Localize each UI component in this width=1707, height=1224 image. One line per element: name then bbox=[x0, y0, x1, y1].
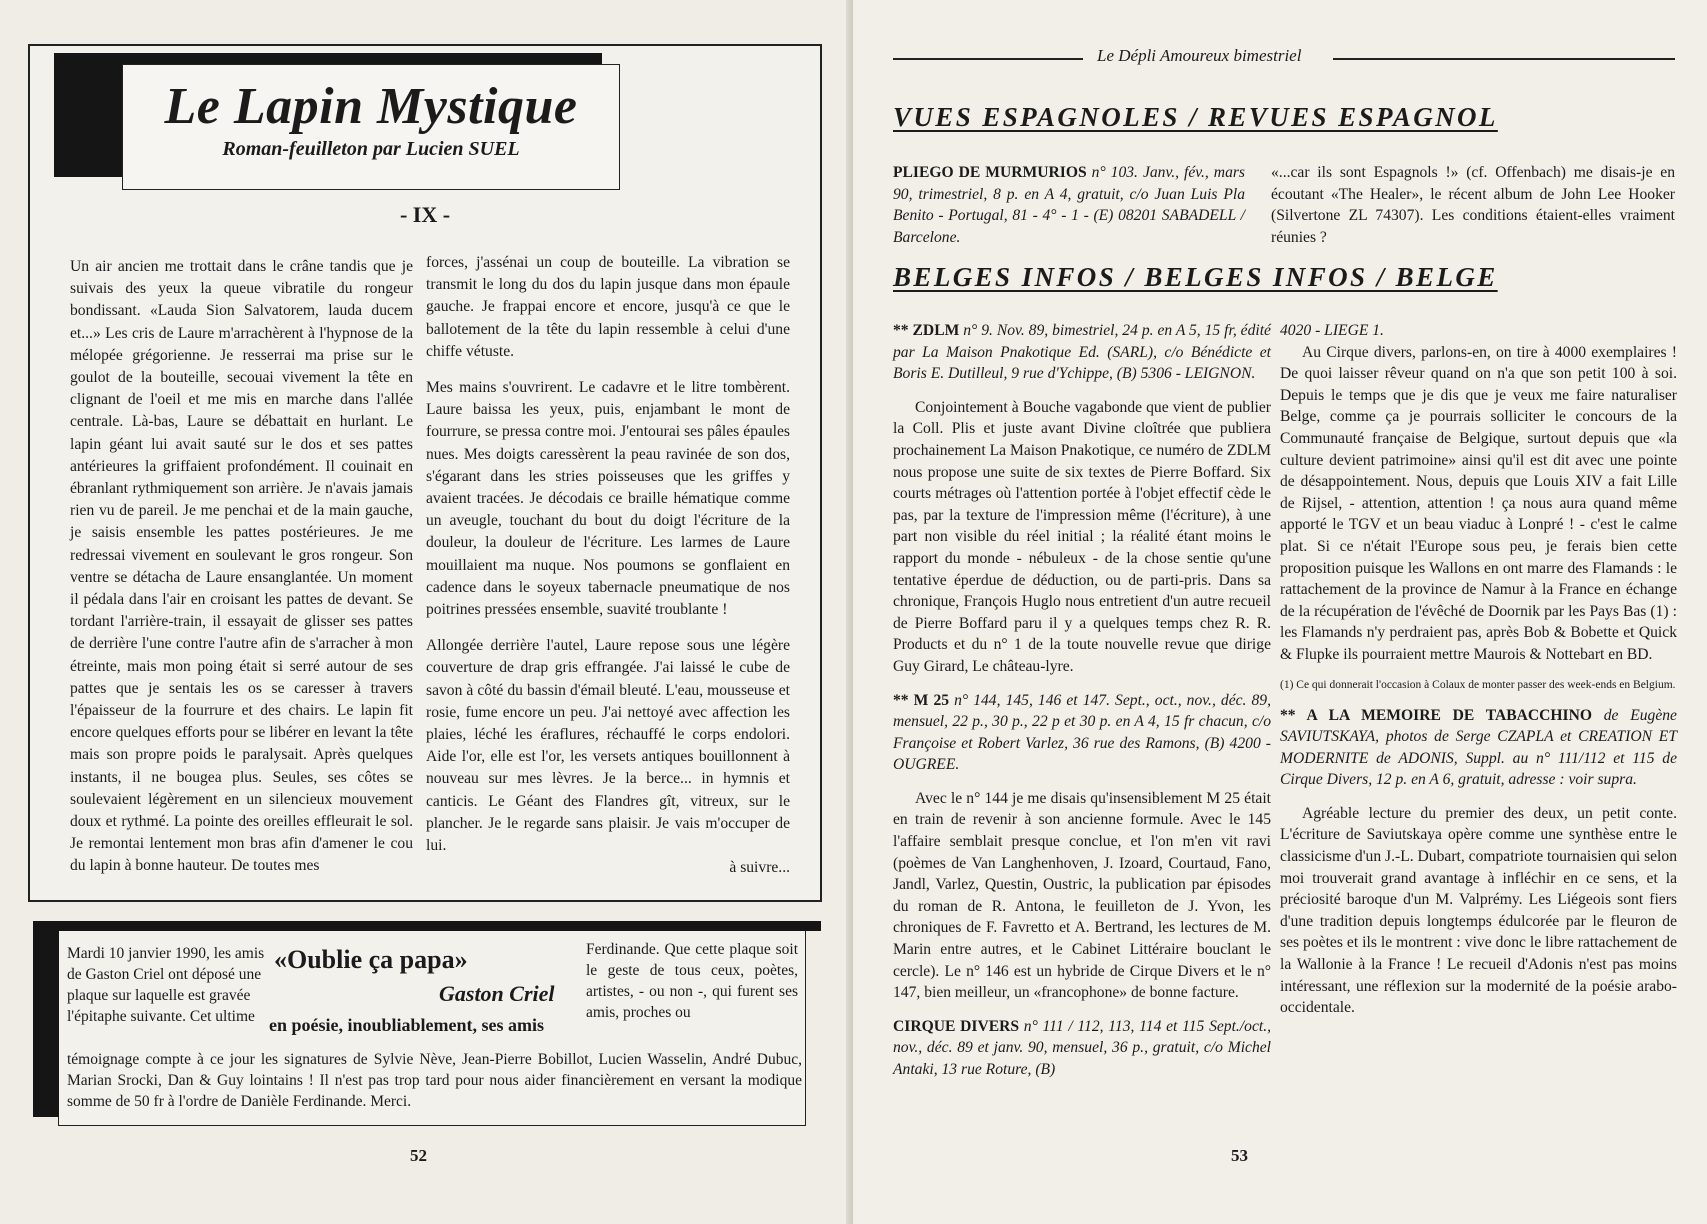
zdlm-head: ** ZDLM bbox=[893, 322, 960, 339]
to-be-continued: à suivre... bbox=[729, 859, 790, 877]
zdlm-details: n° 9. Nov. 89, bimestriel, 24 p. en A 5, 15 fr, édité par La Maison Pnakotique Ed. (SARL), c/o Bénédicte et Boris E. Dutilleul, 9 rue d'Ychippe, (B) 5306 - LEIGNON. bbox=[893, 322, 1271, 383]
m25-entry bbox=[893, 690, 1271, 776]
page-number-left: 52 bbox=[410, 1146, 427, 1165]
section-heading-spanish: VUES ESPAGNOLES / REVUES ESPAGNOL bbox=[893, 102, 1498, 132]
m25-body: Avec le n° 144 je me disais qu'insensiblement M 25 était en train de revenir à son ancienne formule. Avec le 145 l'affaire semblait presque conclue, et l'on m'en vit ravi (poèmes de Van Langhenhoven, J. Izoard, Courtaud, Fano, Jandl, Varlez, Questin, Oustric, la publication par épisodes du roman de R. Antona, le feuilleton de J. Yvon, les chroniques de F. Favretto et A. Bertrand, les lectures de M. Marin entre autres, et le Cabinet Littéraire bouclant le cercle). Le n° 146 est un hybride de Cirque Divers et le n° 147, bien meilleur, un «francophone» de bonne facture. bbox=[893, 789, 1271, 1002]
memoire-entry bbox=[1280, 705, 1677, 791]
chapter-number: - IX - bbox=[399, 202, 451, 227]
m25-details: n° 144, 145, 146 et 147. Sept., oct., nov., déc. 89, mensuel, 22 p., 30 p., 22 p et 30 p. en A 4, 15 fr chacun, c/o Françoise et Robert Varlez, 36 rue des Ramons, (B) 4200 - OUGREE. bbox=[893, 691, 1272, 774]
feuilleton-title: Le Lapin Mystique bbox=[164, 78, 578, 135]
pliego-entry bbox=[893, 162, 1245, 248]
notice-shadow-top bbox=[33, 921, 821, 931]
memoire-body: Agréable lecture du premier des deux, un petit conte. L'écriture de Saviutskaya opère comme une synthèse entre le classicisme d'un J.-L. Dubart, compatriote tournaisien qui selon moi trouverait grand avantage à infléchir en ce sens, et la préciosité baroque d'un M. Valprémy. Les Liégeois sont fiers d'une tradition depuis longtemps édulcorée par le fleuron de ses poètes et ils le montrent : vive donc le libre rattachement de la Wallonie à la France ! Le recueil d'Adonis n'est pas moins intéressant, une réflexion sur la modernité de la poésie arabo-occidentale. bbox=[1280, 804, 1677, 1017]
zdlm-entry bbox=[893, 320, 1271, 385]
memoire-details: de Eugène SAVIUTSKAYA, photos de Serge CZAPLA et CREATION ET MODERNITE de ADONIS, Suppl. au n° 111/112 et 115 de Cirque Divers, 12 p. en A 6, gratuit, adresse : voir supra. bbox=[1280, 706, 1677, 789]
zdlm-body: Conjointement à Bouche vagabonde que vient de publier la Coll. Plis et juste avant Divine cloîtrée que publiera prochainement La Maison Pnakotique, ce numéro de ZDLM nous propose une suite de six textes de Pierre Boffard. Six courts métrages où l'attention portée à l'objet effectif cède le pas, par la texture de l'impression même (l'écriture), à une part non visible du réel initial ; la réalité étant moins le rapport du monde - nébuleux - de la chose sentie qu'une tentative éperdue de déduction, ou de parti-pris. Dans sa chronique, François Huglo nous entretient d'un autre recueil de Pierre Boffard paru il y a quelques temps chez R. R. Products et du n° 1 de la toute nouvelle revue que dirige Guy Girard, Le château-lyre. bbox=[893, 398, 1271, 675]
cirque-address-end: 4020 - LIEGE 1. bbox=[1280, 322, 1384, 339]
right-page bbox=[853, 0, 1707, 1224]
notice-shadow-left bbox=[33, 921, 59, 1117]
cirque-entry bbox=[893, 1016, 1271, 1081]
review-column-4 bbox=[1280, 320, 1677, 1031]
running-head bbox=[893, 46, 1675, 70]
pliego-name: PLIEGO DE MURMURIOS bbox=[893, 164, 1087, 181]
story-paragraph: Allongée derrière l'autel, Laure repose sous une légère couverture de drap gris effrangée. J'ai laissé le cube de savon à côté du bassin d'émail bleuté. L'eau, mousseuse et rosie, fume encore un peu. J'ai nettoyé avec affection les plaies, léché les éraflures, réchauffé le corps endolori. Aide l'or, elle est l'or, les versets antiques bouillonnent à nouveau sur mes lèvres. Je la berce... in hymnis et canticis. Le Géant des Flandres gît, vitreux, sur le plancher. Je le regarde sans plaisir. Je vais m'occuper de lui. bbox=[426, 637, 790, 855]
pliego-details: n° 103. Janv., fév., mars 90, trimestriel, 8 p. en A 4, gratuit, c/o Juan Luis Pla Benito - Portugal, 81 - 4° - 1 - (E) 08201 SABADELL / Barcelone. bbox=[893, 164, 1246, 246]
footnote: (1) Ce qui donnerait l'occasion à Colaux de monter passer des week-ends en Belgium. bbox=[1280, 678, 1676, 691]
feuilleton-byline: Roman-feuilleton par Lucien SUEL bbox=[222, 138, 520, 160]
story-column-2 bbox=[426, 252, 790, 879]
pliego-comment: «...car ils sont Espagnols !» (cf. Offenbach) me disais-je en écoutant «The Healer», le récent album de John Lee Hooker (Silvertone ZL 74307). Les conditions étaient-elles vraiment réunies ? bbox=[1271, 164, 1675, 246]
running-head-rule-right bbox=[1333, 58, 1675, 60]
left-page bbox=[0, 0, 853, 1224]
cirque-head: CIRQUE DIVERS bbox=[893, 1017, 1020, 1035]
memorial-notice bbox=[58, 930, 806, 1126]
epitaph-title: «Oublie ça papa» bbox=[274, 945, 468, 974]
title-box bbox=[122, 64, 620, 190]
feuilleton-frame bbox=[28, 44, 822, 902]
running-head-rule-left bbox=[893, 58, 1083, 60]
running-head-title: Le Dépli Amoureux bimestriel bbox=[1091, 46, 1307, 66]
page-number-right: 53 bbox=[1231, 1146, 1248, 1165]
notice-bottom-text: témoignage compte à ce jour les signatures de Sylvie Nève, Jean-Pierre Bobillot, Lucien Wasselin, André Dubuc, Marian Srocki, Dan & Guy lointains ! Il n'est pas trop tard pour nous aider financièrement en versant la modique somme de 50 fr à l'ordre de Danièle Ferdinande. Merci. bbox=[67, 1051, 802, 1110]
review-column-3 bbox=[893, 320, 1271, 1093]
story-paragraph: Mes mains s'ouvrirent. Le cadavre et le litre tombèrent. Laure baissa les yeux, puis, enjambant le mont de fourrure, se pressa contre moi. J'entourai ses pâles épaules nues. Mes doigts caressèrent la peau ravinée de son dos, s'égarant dans les stries poisseuses que les griffes y avaient tracées. Je décodais ce braille hématique comme un aveugle, touchant du bout du doigt l'écriture de la douleur, la douleur de l'écriture. Les larmes de Laure mouillaient ma nuque. Nos poumons se gonflaient en cadence dans le soyeux tabernacle pneumatique de nos poitrines pressées ensemble, suavité troublante ! bbox=[426, 379, 790, 619]
story-paragraph: Un air ancien me trottait dans le crâne tandis que je suivais des yeux la queue vibratile du rongeur bondissant. «Lauda Sion Salvatorem, lauda ducem et...» Les cris de Laure m'arrachèrent à l'hypnose de la mélopée grégorienne. Je resserrai ma prise sur le goulot de la bouteille, secouai vivement la tête en clignant de l'oeil et me mis en marche dans l'allée centrale. Là-bas, Laure se débattait en hurlant. Le lapin géant lui avait sauté sur le dos et ses pattes antérieures la griffaient profondément. Il couinait en ébranlant rythmiquement son arrière. Je n'avais jamais rien vu de pareil. Je me penchai et de la main gauche, je saisis ensemble les pattes postérieures. Je me redressai vivement en soulevant le gros rongeur. Son ventre se détacha de Laure ensanglantée. Un moment il pédala dans l'air en croisant les pattes de devant. Se tordant l'arrière-train, il essayait de glisser ses pattes de derrière l'une contre l'autre afin de s'arracher à mon étreinte, mais mon poing était si serré autour de ses pattes que je sentais les os se caresser à travers l'épaisseur de la fourrure et des chairs. Le lapin fit encore quelques efforts pour se libérer en levant la tête mais son propre poids le paralysait. Après quelques instants, il ne bougea plus. Seules, ses côtes se soulevaient légèrement en un silencieux mouvement doux et rythmé. La pointe des oreilles effleurait le sol. Je remontai lentement mon bras afin d'amener le cou du lapin à bonne hauteur. De toutes mes bbox=[70, 258, 413, 875]
cirque-details: n° 111 / 112, 113, 114 et 115 Sept./oct., nov., déc. 89 et janv. 90, mensuel, 36 p., gratuit, c/o Michel Antaki, 13 rue Roture, (B) bbox=[893, 1017, 1271, 1078]
cirque-body: Au Cirque divers, parlons-en, on tire à 4000 exemplaires ! De quoi laisser rêveur quand on n'a que son petit 100 à soi. Depuis le temps que je dis que je veux me faire naturaliser Belge, comme ça je pourrais solliciter le concours de la Communauté française de Belgique, surtout depuis que «la culture devient patrimoine» ainsi qu'il est dit avec une pointe de désappointement. Nous, depuis que Louis XIV a fait Lille de Rijsel, - attention, attention ! ça nous aura quand même apporté le TGV et un beau viaduc à Lonpré ! - c'est le calme plat. Si ce n'était l'Europe sous peu, je ferais bien cette proposition puisque les Wallons en ont marre des Flamands : le rattachement de la province de Namur à la France en échange de la récupération de l'évêché de Doornik par les Pays Bas (1) : les Flamands n'y perdraient pas, après Bob & Bobette et Quick & Flupke ils pourraient mettre Maurois & Nottebart en BD. bbox=[1280, 343, 1677, 663]
epitaph-author: Gaston Criel bbox=[439, 981, 555, 1006]
notice-intro: Mardi 10 janvier 1990, les amis de Gaston Criel ont déposé une plaque sur laquelle est gravée l'épitaphe suivante. Cet ultime bbox=[67, 945, 265, 1025]
memoire-head: ** A LA MEMOIRE DE TABACCHINO bbox=[1280, 706, 1593, 724]
story-paragraph: forces, j'assénai un coup de bouteille. La vibration se transmit le long du dos du lapin jusque dans mon épaule gauche. Je frappai encore et encore, jusqu'à ce que le ballotement de la tête du lapin ressemble à celui d'une chiffe vétuste. bbox=[426, 254, 790, 360]
section-heading-belgian: BELGES INFOS / BELGES INFOS / BELGE bbox=[893, 262, 1498, 292]
epitaph-subtitle: en poésie, inoubliablement, ses amis bbox=[269, 1015, 545, 1035]
m25-head: ** M 25 bbox=[893, 691, 950, 709]
story-column-1 bbox=[70, 256, 413, 892]
notice-right-text: Ferdinande. Que cette plaque soit le geste de tous ceux, poètes, artistes, - ou non -, qui furent ses amis, proches ou bbox=[586, 941, 798, 1021]
